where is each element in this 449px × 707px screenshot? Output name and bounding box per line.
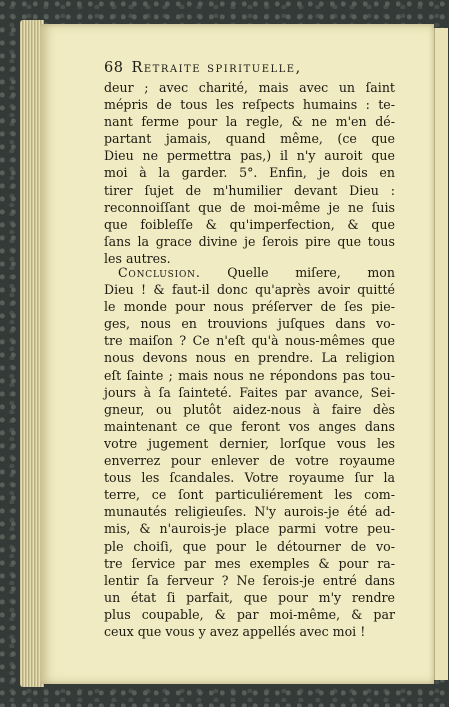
running-head: [104, 60, 404, 76]
text-line: munautés religieuſes. N'y aurois-je été ad-: [104, 504, 395, 520]
text-line: Dieu ne permettra pas,) il n'y auroit que: [104, 148, 395, 164]
text-line: ges, nous en trouvions juſques dans vo-: [104, 316, 395, 332]
text-line: mis, & n'aurois-je place parmi votre peu-: [104, 521, 395, 537]
conclusion-first-line: [104, 264, 395, 281]
text-line: tirer ſujet de m'humilier devant Dieu :: [104, 182, 395, 198]
text-line: enverrez pour enlever de votre royaume: [104, 453, 395, 469]
page-number: 68: [104, 60, 124, 76]
text-line: deur ; avec charité, mais avec un ſaint: [104, 80, 395, 95]
text-line: moi à la garder. 5°. Enfin, je dois en: [104, 165, 395, 181]
text-line: ſans la grace divine je ſerois pire que tous: [104, 233, 395, 249]
text-line: Quelle miſere, mon: [200, 265, 395, 280]
text-line: le monde pour nous préſerver de ſes pie-: [104, 299, 395, 315]
text-line: eſt ſainte ; mais nous ne répondons pas tou-: [104, 367, 395, 383]
text-line: ple choiſi, que pour le détourner de vo-: [104, 538, 395, 554]
text-line: nous devons nous en prendre. La religion: [104, 350, 395, 366]
text-line: terre, ce ſont particuliérement les com-: [104, 487, 395, 503]
text-line: plus coupable, & par moi-même, & par: [104, 606, 395, 622]
conclusion-heading: Conclusion.: [118, 265, 201, 280]
text-line: que foibleſſe & qu'imperfection, & que: [104, 216, 395, 232]
text-line: mépris de tous les reſpects humains : te-: [104, 97, 395, 113]
text-line: gneur, ou plutôt aidez-nous à faire dès: [104, 401, 395, 417]
running-title: Retraite spirituelle,: [131, 60, 302, 76]
text-line: jours à ſa ſainteté. Faites par avance, Sei-: [104, 384, 395, 400]
paragraph-1: [104, 79, 395, 267]
text-line: reconnoiſſant que de moi-même je ne ſuis: [104, 199, 395, 215]
text-line: les autres.: [104, 250, 171, 266]
text-line: partant jamais, quand même, (ce que: [104, 131, 395, 147]
text-line: tous les ſcandales. Votre royaume ſur la: [104, 470, 395, 486]
text-line: nant ferme pour la regle, & ne m'en dé-: [104, 114, 395, 130]
text-line: Dieu ! & faut-il donc qu'après avoir quitté: [104, 282, 395, 298]
text-line: tre ſervice par mes exemples & pour ra-: [104, 555, 395, 571]
text-line: votre jugement dernier, lorſque vous les: [104, 435, 395, 451]
text-line: un état ſi parfait, que pour m'y rendre: [104, 589, 395, 605]
text-line: maintenant ce que feront vos anges dans: [104, 418, 395, 434]
paragraph-2: [104, 264, 395, 640]
text-line: lentir ſa ferveur ? Ne ſerois-je entré dans: [104, 572, 395, 588]
next-page-edge: [434, 28, 448, 680]
text-line: ceux que vous y avez appellés avec moi !: [104, 623, 366, 639]
text-line: tre maiſon ? Ce n'eſt qu'à nous-mêmes que: [104, 333, 395, 349]
